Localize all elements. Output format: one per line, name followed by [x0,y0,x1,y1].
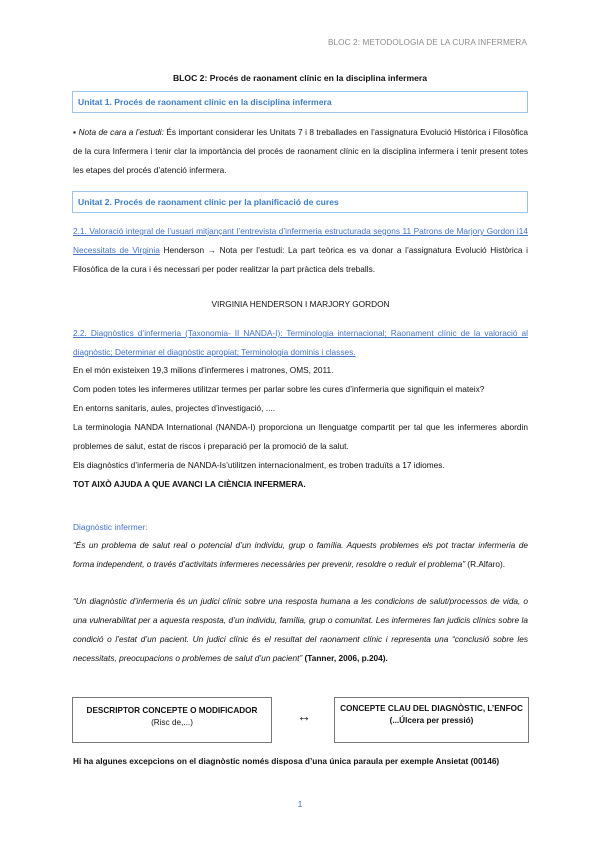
info-line: Com poden totes les infermeres utilitzar termes per parlar sobre les cures d’infermeria que signifiquin el mateix? [73,384,485,394]
unit-1-heading: Unitat 1. Procés de raonament clínic en la disciplina infermera [72,91,528,113]
unit-2-heading: Unitat 2. Procés de raonament clínic per la planificació de cures [72,191,528,213]
note-text: És important considerar les Unitats 7 i 8 treballades en l’assignatura Evolució Històrica i Filosòfica de la cura Infermera i tenir clar la importància del procés de raonament clínic en la disciplina infermera i tenir present totes les etapes del procés d’atenció infermera. [73,127,528,175]
info-line: En entorns sanitaris, aules, projectes d’investigació, .... [73,403,275,413]
diagnostic-quote-2 [73,592,528,668]
page-number: 1 [297,799,303,809]
info-line: En el món existeixen 19,3 milions d’infermeres i matrones, OMS, 2011. [73,365,334,375]
section-2-1-link[interactable]: 2.1. Valoració integral de l’usuari mitjançant l’entrevista d’infermeria estructurada segons 11 Patrons de Marjory Gordon i14 Necessitats de Virginia [73,226,528,255]
running-header: BLOC 2: METODOLOGIA DE LA CURA INFERMERA [327,38,527,47]
document-title: BLOC 2: Procés de raonament clínic en la disciplina infermera [172,73,428,83]
bullet-icon: ▪ [73,127,79,137]
section-2-2-title[interactable]: 2.2. Diagnòstics d’infermeria (Taxonomia- II NANDA-I): Terminologia internacional; Raonament clínic de la valoració al diagnòstic; Determinar el diagnòstic apropiat; Terminologia dominis i classes. [73,328,528,357]
theorists-names: VIRGINIA HENDERSON I MARJORY GORDON [211,299,390,309]
exception-note: Hi ha algunes excepcions on el diagnòstic només disposa d’una única paraula per exemple Ansietat (00146) [73,756,500,766]
key-concept-title: CONCEPTE CLAU DEL DIAGNÒSTIC, L’ENFOC [340,704,523,713]
key-concept-sub: (...Úlcera per pressió) [389,716,474,725]
descriptor-concept-box [72,697,272,743]
diagnostic-quote-1 [73,536,528,574]
quote-2-cite: (Tanner, 2006, p.204). [302,653,388,663]
key-concept-box [334,697,529,743]
unit-1-note [73,123,528,180]
descriptor-title: DESCRIPTOR CONCEPTE O MODIFICADOR [86,706,258,715]
info-line: La terminologia NANDA International (NANDA-I) proporciona un llenguatge compartit per tal que les infermeres abordin problemes de salut, estat de riscos i preparació per la promoció de la salut. [73,422,528,451]
section-2-2-link[interactable] [73,324,528,362]
bidirectional-arrow-icon: ↔ [297,708,311,724]
quote-1-text: “És un problema de salut real o potencial d’un individu, grup o família. Aquests problemes els pot tractar infermeria de forma independent, o través d’activitats infermeres necessàries per prevenir, resoldre o reduir el problema” [73,540,528,569]
quote-1-cite: (R.Alfaro). [465,559,506,569]
diagnostic-heading: Diagnòstic infermer: [73,522,148,532]
nanda-info [73,361,528,494]
quote-2-text: “Un diagnòstic d’infermeria és un judici clínic sobre una resposta humana a les condicions de salut/processos de vida, o una vulnerabilitat per a aquesta resposta, d’un individu, família, grup o comunitat. Les infermeres fan judicis clínics sobre la condició o l’estat d’un pacient. Un judici clínic és el resultat del raonament clínic i representa una “conclusió sobre les necessitats, preocupacions o problemes de salut d’un pacient” [73,596,528,663]
section-2-1-text: Henderson → Nota per l’estudi: La part teòrica es va donar a l’assignatura Evolució Històrica i Filosòfica de la cura i és necessari per poder realitzar la part pràctica dels treballs. [73,245,528,274]
note-label: Nota de cara a l’estudi: [78,127,164,137]
descriptor-sub: (Risc de,...) [151,718,193,727]
info-line: Els diagnòstics d’infermeria de NANDA-Is’utilitzen internacionalment, es troben traduïts a 17 idiomes. [73,460,445,470]
info-line-emphasis: TOT AIXÒ AJUDA A QUE AVANCI LA CIÈNCIA INFERMERA. [73,479,306,489]
section-2-1 [73,222,528,279]
